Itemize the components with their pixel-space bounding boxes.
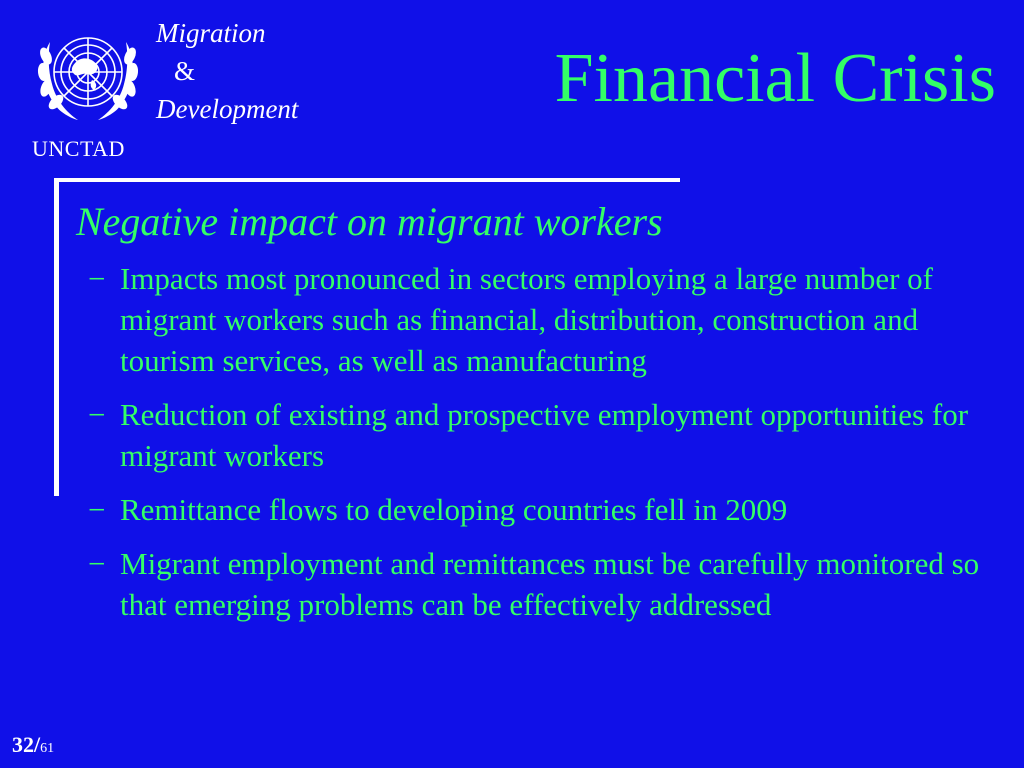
slide-title: Financial Crisis [554,40,996,117]
page-current: 32/ [12,732,41,757]
bullet-list [88,258,1018,638]
bullet-dash: − [88,492,106,527]
tagline [156,14,298,128]
bullet-dash: − [88,397,106,432]
bullet-dash: − [88,546,106,581]
tagline-ampersand: & [174,56,196,86]
frame-left-rule [54,178,59,496]
tagline-line-1: Migration [156,18,266,48]
bullet-text: Impacts most pronounced in sectors employing a large number of migrant workers such as financial, distribution, construction and tourism services, as well as manufacturing [120,261,933,378]
page-number [12,732,54,758]
bullet-item [88,394,1018,476]
bullet-text: Remittance flows to developing countries fell in 2009 [120,492,788,527]
bullet-item [88,489,1018,530]
page-total: 61 [40,741,55,756]
org-label: UNCTAD [32,136,125,161]
bullet-dash: − [88,261,106,296]
bullet-item [88,543,1018,625]
tagline-line-3: Development [156,94,299,124]
un-emblem-icon [30,22,146,134]
frame-top-rule [54,178,680,182]
bullet-text: Migrant employment and remittances must be carefully monitored so that emerging problems can be effectively addressed [120,546,980,622]
slide-subtitle: Negative impact on migrant workers [76,199,663,244]
bullet-item [88,258,1018,381]
bullet-text: Reduction of existing and prospective employment opportunities for migrant workers [120,397,969,473]
